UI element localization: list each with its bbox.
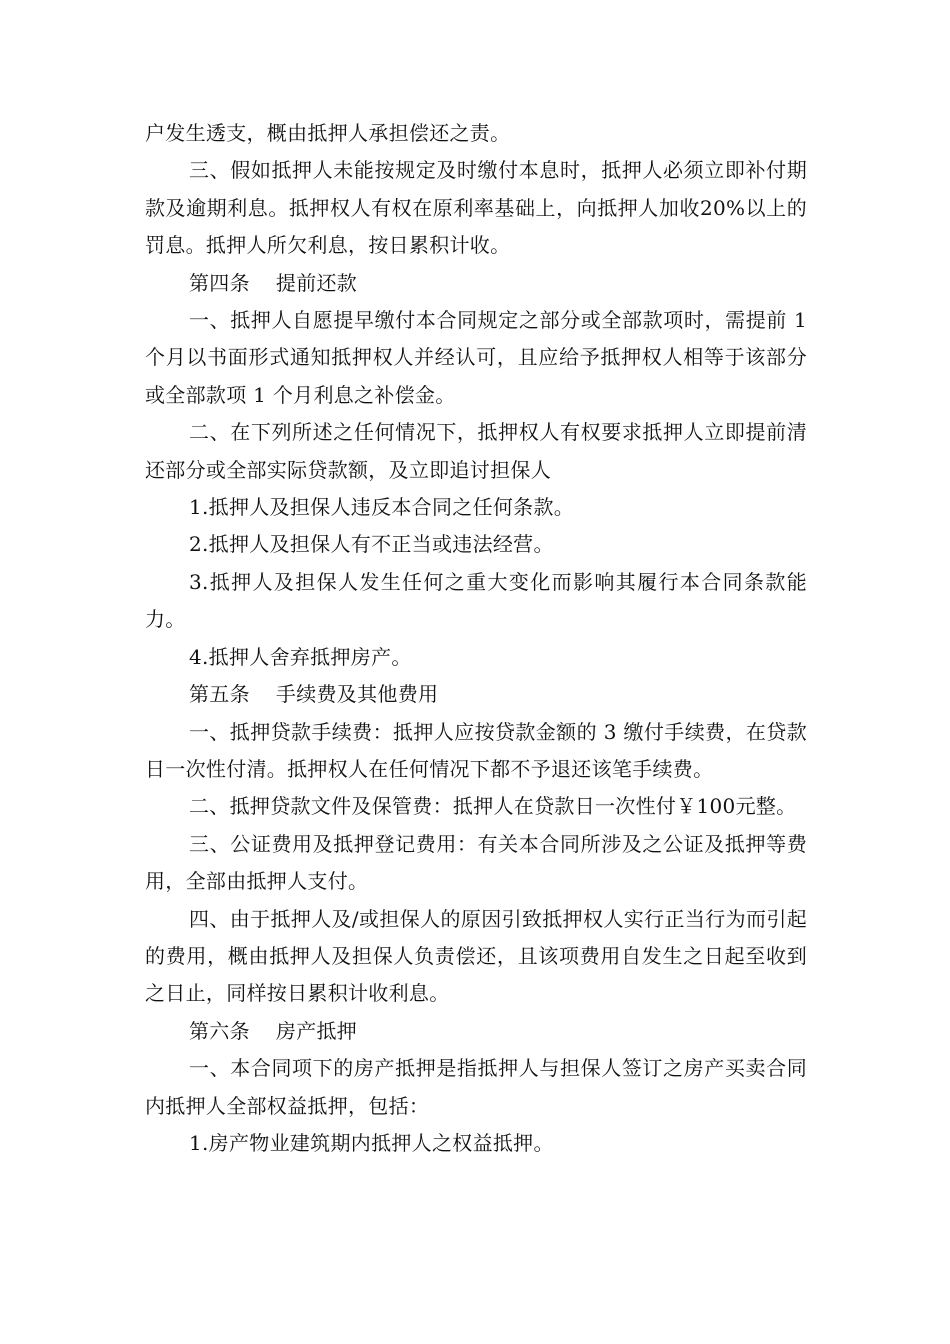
article-number: 第四条	[189, 270, 250, 295]
article-number: 第六条	[189, 1018, 250, 1043]
paragraph: 户发生透支，概由抵押人承担偿还之责。	[145, 121, 511, 145]
list-item: 1.抵押人及担保人违反本合同之任何条款。	[189, 495, 575, 520]
paragraph: 一、本合同项下的房产抵押是指抵押人与担保人签订之房产买卖合同内抵押人全部权益抵押，包括：	[145, 1056, 807, 1118]
paragraph: 二、在下列所述之任何情况下，抵押权人有权要求抵押人立即提前清还部分或全部实际贷款额，及立即追讨担保人	[145, 420, 807, 482]
article-title: 房产抵押	[275, 1018, 358, 1043]
list-item: 4.抵押人舍弃抵押房产。	[189, 644, 412, 669]
article-title: 提前还款	[275, 270, 358, 295]
list-item: 1.房产物业建筑期内抵押人之权益抵押。	[189, 1130, 554, 1155]
list-item: 2.抵押人及担保人有不正当或违法经营。	[189, 532, 554, 557]
document-body	[145, 115, 807, 1162]
paragraph: 一、抵押贷款手续费：抵押人应按贷款金额的 3 缴付手续费，在贷款日一次性付清。抵押权人在任何情况下都不予退还该笔手续费。	[145, 719, 807, 781]
paragraph: 三、假如抵押人未能按规定及时缴付本息时，抵押人必须立即补付期款及逾期利息。抵押权人有权在原利率基础上，向抵押人加收20%以上的罚息。抵押人所欠利息，按日累积计收。	[145, 158, 807, 258]
paragraph: 三、公证费用及抵押登记费用：有关本合同所涉及之公证及抵押等费用，全部由抵押人支付。	[145, 831, 807, 894]
paragraph: 四、由于抵押人及/或担保人的原因引致抵押权人实行正当行为而引起的费用，概由抵押人及担保人负责偿还，且该项费用自发生之日起至收到之日止，同样按日累积计收利息。	[145, 906, 807, 1006]
paragraph: 一、抵押人自愿提早缴付本合同规定之部分或全部款项时，需提前 1 个月以书面形式通知抵押权人并经认可，且应给予抵押权人相等于该部分或全部款项 1 个月利息之补偿金。	[145, 308, 807, 407]
article-heading	[145, 676, 807, 713]
article-number: 第五条	[189, 682, 250, 707]
article-heading	[145, 1013, 807, 1050]
paragraph: 二、抵押贷款文件及保管费：抵押人在贷款日一次性付￥100元整。	[189, 794, 797, 819]
article-title: 手续费及其他费用	[275, 682, 439, 707]
list-item: 3.抵押人及担保人发生任何之重大变化而影响其履行本合同条款能力。	[145, 569, 807, 632]
article-heading	[145, 265, 807, 302]
